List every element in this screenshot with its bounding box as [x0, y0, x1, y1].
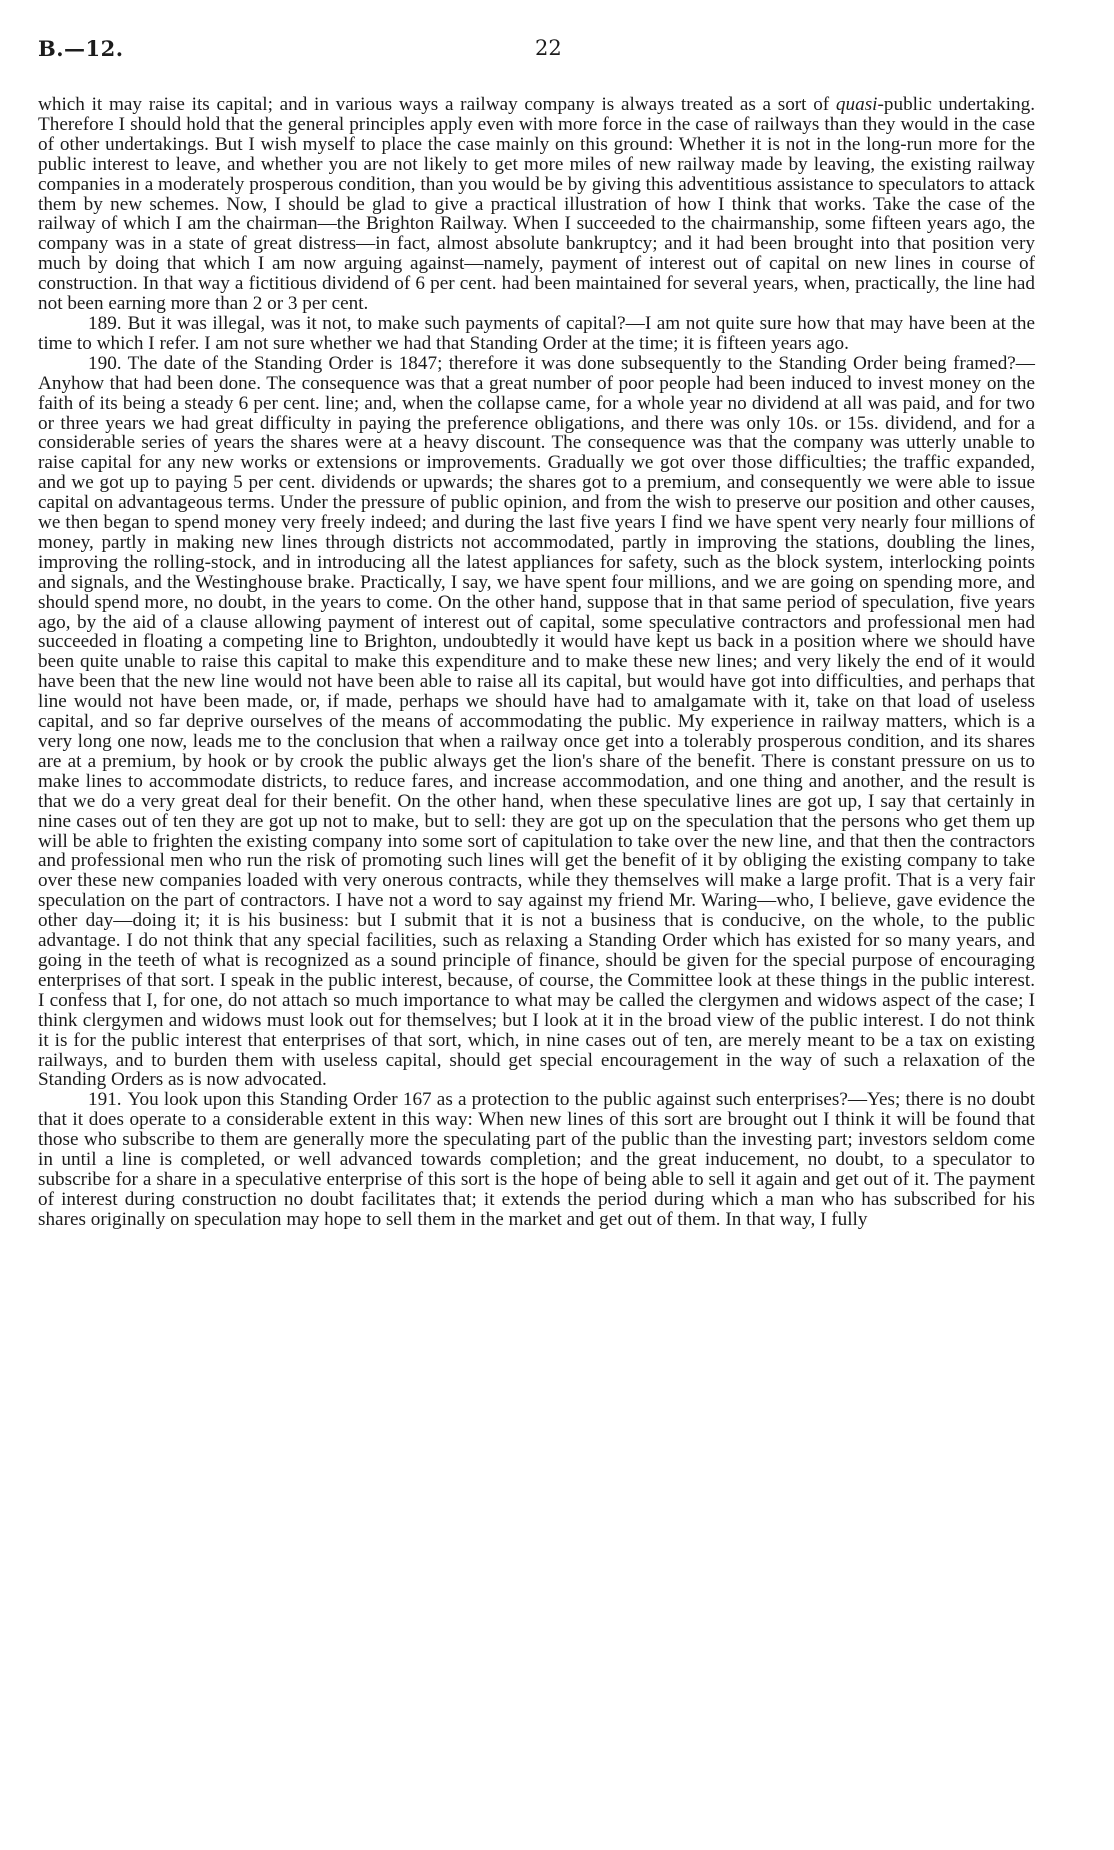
document-reference: B.—12.: [38, 36, 124, 61]
question-paragraph: [38, 314, 1035, 354]
italic-text: quasi: [835, 94, 878, 115]
page-number: 22: [535, 36, 562, 60]
question-number: 191.: [88, 1089, 122, 1111]
question-number: 189.: [88, 312, 122, 334]
question-paragraph: [38, 1090, 1035, 1229]
paragraph-text: But it was illegal, was it not, to make such payments of capital?—I am not quite sure how that may have been at the time to which I refer. I am not sure whether we had that Standing Order at the time; it is fifteen years ago.: [38, 312, 1035, 354]
paragraph-text: You look upon this Standing Order 167 as a protection to the public against such enterprises?—Yes; there is no doubt that it does operate to a considerable extent in this way: When new lines of this sort are brought out I think it will be found that those who subscribe to them are generally more the speculating part of the public than the investing part; investors seldom come in until a line is completed, or well advanced towards completion; and the great inducement, no doubt, to a speculator to subscribe for a share in a speculative enterprise of this sort is the hope of being able to sell it again and get out of it. The payment of interest during construction no doubt facilitates that; it extends the period during which a man who has subscribed for his shares originally on speculation may hope to sell them in the market and get out of them. In that way, I fully: [38, 1089, 1035, 1230]
question-paragraph: [38, 354, 1035, 1091]
paragraph-text: -public undertaking. Therefore I should hold that the general principles apply even with more force in the case of railways than they would in the case of other undertakings. But I wish myself to place the case mainly on this ground: Whether it is not in the long-run more for the public interest to leave, and whether you are not likely to get more miles of new railway made by leaving, the existing railway companies in a moderately prosperous condition, than you would be by giving this adventitious assistance to speculators to attack them by new schemes. Now, I should be glad to give a practical illustration of how I think that works. Take the case of the railway of which I am the chairman—the Brighton Railway. When I succeeded to the chairmanship, some fifteen years ago, the company was in a state of great distress—in fact, almost absolute bankruptcy; and it had been brought into that position very much by doing that which I am now arguing against—namely, payment of interest out of capital on new lines in course of construction. In that way a fictitious dividend of 6 per cent. had been maintained for several years, when, practically, the line had not been earning more than 2 or 3 per cent.: [38, 94, 1035, 315]
body-text: [38, 95, 1035, 1230]
paragraph-text: which it may raise its capital; and in various ways a railway company is always treated as a sort of: [38, 94, 836, 115]
question-number: 190.: [88, 352, 122, 374]
paragraph-text: The date of the Standing Order is 1847; therefore it was done subsequently to the Standing Order being framed?—Anyhow that had been done. The consequence was that a great number of poor people had been induced to invest money on the faith of its being a steady 6 per cent. line; and, when the collapse came, for a whole year no dividend at all was paid, and for two or three years we had great difficulty in paying the preference obligations, and there was only 10s. or 15s. dividend, and for a considerable series of years the shares were at a heavy discount. The consequence was that the company was utterly unable to raise capital for any new works or extensions or improvements. Gradually we got over those difficulties; the traffic expanded, and we got up to paying 5 per cent. dividends or upwards; the shares got to a premium, and consequently we were able to issue capital on advantageous terms. Under the pressure of public opinion, and from the wish to preserve our position and other causes, we then began to spend money very freely indeed; and during the last five years I find we have spent very nearly four millions of money, partly in making new lines through districts not accommodated, partly in improving the stations, doubling the lines, improving the rolling-stock, and in introducing all the latest appliances for safety, such as the block system, interlocking points and signals, and the Westinghouse brake. Practically, I say, we have spent four millions, and we are going on spending more, and should spend more, no doubt, in the years to come. On the other hand, suppose that in that same period of speculation, five years ago, by the aid of a clause allowing payment of interest out of capital, some speculative contractors and professional men had succeeded in floating a competing line to Brighton, undoubtedly it would have kept us back in a position where we should have been quite unable to raise this capital to make this expenditure and to make these new lines; and very likely the end of it would have been that the new line would not have been able to raise all its capital, but would have got into difficulties, and perhaps that line would not have been made, or, if made, perhaps we should have had to amalgamate with it, take on that load of useless capital, and so far deprive ourselves of the means of accommodating the public. My experience in railway matters, which is a very long one now, leads me to the conclusion that when a railway once get into a tolerably prosperous condition, and its shares are at a premium, by hook or by crook the public always get the lion's share of the benefit. There is constant pressure on us to make lines to accommodate districts, to reduce fares, and increase accommodation, and one thing and another, and the result is that we do a very great deal for their benefit. On the other hand, when these speculative lines are got up, I say that certainly in nine cases out of ten they are got up not to make, but to sell: they are got up on the speculation that the persons who get them up will be able to frighten the existing company into some sort of capitulation to take over the new line, and that then the contractors and professional men who run the risk of promoting such lines will get the benefit of it by obliging the existing company to take over these new companies loaded with very onerous contracts, while they themselves will make a large profit. That is a very fair speculation on the part of contractors. I have not a word to say against my friend Mr. Waring—who, I believe, gave evidence the other day—doing it; it is his business: but I submit that it is not a business that is conducive, on the whole, to the public advantage. I do not think that any special facilities, such as relaxing a Standing Order which has existed for so many years, and going in the teeth of what is recognized as a sound principle of finance, should be given for the special purpose of encouraging enterprises of that sort. I speak in the public interest, because, of course, the Committee look at these things in the public interest. I confess that I, for one, do not attach so much importance to what may be called the clergymen and widows aspect of the case; I think clergymen and widows must look out for themselves; but I look at it in the broad view of the public interest. I do not think it is for the public interest that enterprises of that sort, which, in nine cases out of ten, are merely meant to be a tax on existing railways, and to burden them with useless capital, should get special encouragement in the way of such a relaxation of the Standing Orders as is now advocated.: [38, 352, 1035, 1091]
page-header: [38, 36, 1038, 66]
continuation-paragraph: [38, 95, 1035, 314]
